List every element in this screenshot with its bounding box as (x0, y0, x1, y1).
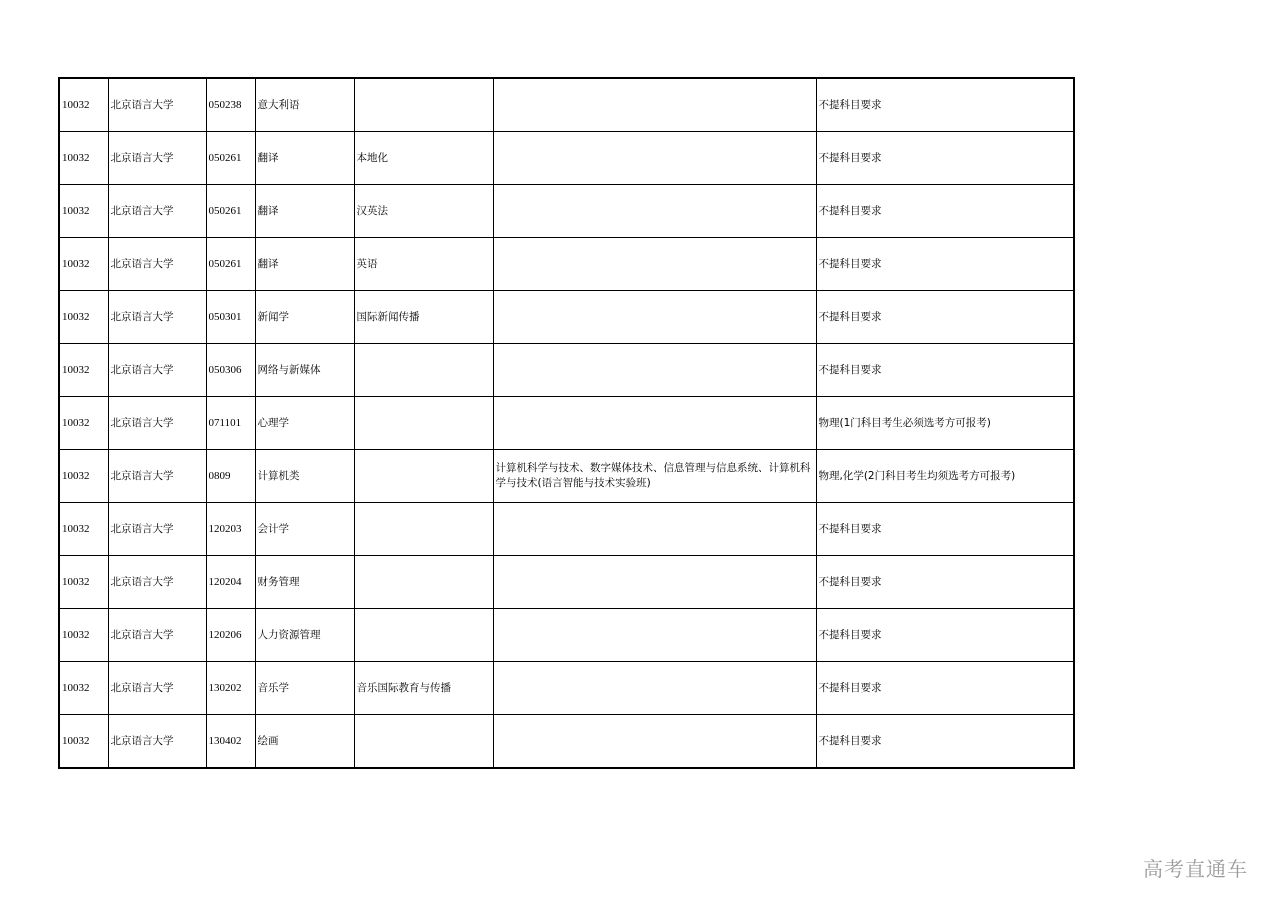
major-name-cell: 网络与新媒体 (255, 344, 354, 397)
major-code-cell: 120206 (206, 609, 255, 662)
major-code-cell: 130402 (206, 715, 255, 769)
school-code-cell: 10032 (59, 344, 108, 397)
major-direction-cell: 国际新闻传播 (354, 291, 493, 344)
school-name-cell: 北京语言大学 (108, 609, 206, 662)
major-direction-cell (354, 450, 493, 503)
watermark-text: 高考直通车 (1143, 857, 1248, 881)
subject-requirement-cell: 不提科目要求 (816, 503, 1074, 556)
subject-requirement-cell: 不提科目要求 (816, 238, 1074, 291)
included-majors-cell (493, 715, 816, 769)
included-majors-cell (493, 344, 816, 397)
major-code-cell: 050261 (206, 238, 255, 291)
included-majors-cell (493, 609, 816, 662)
school-name-cell: 北京语言大学 (108, 132, 206, 185)
included-majors-cell (493, 503, 816, 556)
major-direction-cell (354, 715, 493, 769)
school-code-cell: 10032 (59, 397, 108, 450)
table-row (59, 662, 1074, 715)
school-code-cell: 10032 (59, 291, 108, 344)
major-code-cell: 120203 (206, 503, 255, 556)
table-row (59, 185, 1074, 238)
major-name-cell: 会计学 (255, 503, 354, 556)
included-majors-cell (493, 556, 816, 609)
major-direction-cell (354, 397, 493, 450)
major-name-cell: 意大利语 (255, 78, 354, 132)
subject-requirement-cell: 不提科目要求 (816, 185, 1074, 238)
major-code-cell: 050261 (206, 132, 255, 185)
major-direction-cell: 英语 (354, 238, 493, 291)
school-name-cell: 北京语言大学 (108, 503, 206, 556)
subject-requirement-cell: 不提科目要求 (816, 662, 1074, 715)
major-name-cell: 翻译 (255, 185, 354, 238)
subject-requirement-cell: 不提科目要求 (816, 609, 1074, 662)
major-name-cell: 人力资源管理 (255, 609, 354, 662)
school-name-cell: 北京语言大学 (108, 715, 206, 769)
major-name-cell: 计算机类 (255, 450, 354, 503)
school-name-cell: 北京语言大学 (108, 78, 206, 132)
major-name-cell: 绘画 (255, 715, 354, 769)
major-direction-cell (354, 78, 493, 132)
major-name-cell: 翻译 (255, 132, 354, 185)
school-code-cell: 10032 (59, 450, 108, 503)
subject-requirements-table (58, 77, 1075, 769)
major-code-cell: 050301 (206, 291, 255, 344)
major-code-cell: 0809 (206, 450, 255, 503)
major-direction-cell: 汉英法 (354, 185, 493, 238)
school-code-cell: 10032 (59, 238, 108, 291)
school-name-cell: 北京语言大学 (108, 238, 206, 291)
school-code-cell: 10032 (59, 185, 108, 238)
major-code-cell: 120204 (206, 556, 255, 609)
school-name-cell: 北京语言大学 (108, 291, 206, 344)
school-code-cell: 10032 (59, 132, 108, 185)
subject-requirement-cell: 不提科目要求 (816, 291, 1074, 344)
included-majors-cell (493, 132, 816, 185)
table-row (59, 344, 1074, 397)
included-majors-cell (493, 78, 816, 132)
subject-requirement-cell: 不提科目要求 (816, 78, 1074, 132)
subject-requirement-cell: 物理(1门科目考生必须选考方可报考) (816, 397, 1074, 450)
school-name-cell: 北京语言大学 (108, 344, 206, 397)
major-direction-cell: 音乐国际教育与传播 (354, 662, 493, 715)
school-code-cell: 10032 (59, 503, 108, 556)
school-name-cell: 北京语言大学 (108, 185, 206, 238)
included-majors-cell (493, 397, 816, 450)
subject-requirement-cell: 不提科目要求 (816, 344, 1074, 397)
school-name-cell: 北京语言大学 (108, 397, 206, 450)
school-name-cell: 北京语言大学 (108, 556, 206, 609)
subject-requirement-cell: 物理,化学(2门科目考生均须选考方可报考) (816, 450, 1074, 503)
included-majors-cell (493, 291, 816, 344)
table-row (59, 78, 1074, 132)
table-row (59, 291, 1074, 344)
table-row (59, 715, 1074, 769)
included-majors-cell (493, 238, 816, 291)
major-code-cell: 050306 (206, 344, 255, 397)
school-code-cell: 10032 (59, 556, 108, 609)
major-name-cell: 心理学 (255, 397, 354, 450)
table-row (59, 556, 1074, 609)
table-row (59, 132, 1074, 185)
included-majors-cell: 计算机科学与技术、数字媒体技术、信息管理与信息系统、计算机科学与技术(语言智能与技术实验班) (493, 450, 816, 503)
table-row (59, 397, 1074, 450)
included-majors-cell (493, 185, 816, 238)
subject-requirement-cell: 不提科目要求 (816, 715, 1074, 769)
major-direction-cell: 本地化 (354, 132, 493, 185)
major-code-cell: 130202 (206, 662, 255, 715)
school-name-cell: 北京语言大学 (108, 450, 206, 503)
major-direction-cell (354, 556, 493, 609)
school-name-cell: 北京语言大学 (108, 662, 206, 715)
major-direction-cell (354, 609, 493, 662)
major-code-cell: 050238 (206, 78, 255, 132)
major-name-cell: 翻译 (255, 238, 354, 291)
included-majors-cell (493, 662, 816, 715)
major-name-cell: 音乐学 (255, 662, 354, 715)
major-direction-cell (354, 503, 493, 556)
school-code-cell: 10032 (59, 78, 108, 132)
school-code-cell: 10032 (59, 715, 108, 769)
school-code-cell: 10032 (59, 662, 108, 715)
table-row (59, 609, 1074, 662)
major-name-cell: 新闻学 (255, 291, 354, 344)
major-code-cell: 050261 (206, 185, 255, 238)
major-name-cell: 财务管理 (255, 556, 354, 609)
table-row (59, 450, 1074, 503)
major-direction-cell (354, 344, 493, 397)
subject-requirement-cell: 不提科目要求 (816, 132, 1074, 185)
school-code-cell: 10032 (59, 609, 108, 662)
table-row (59, 503, 1074, 556)
major-code-cell: 071101 (206, 397, 255, 450)
subject-requirement-cell: 不提科目要求 (816, 556, 1074, 609)
table-body (59, 78, 1074, 768)
table-row (59, 238, 1074, 291)
